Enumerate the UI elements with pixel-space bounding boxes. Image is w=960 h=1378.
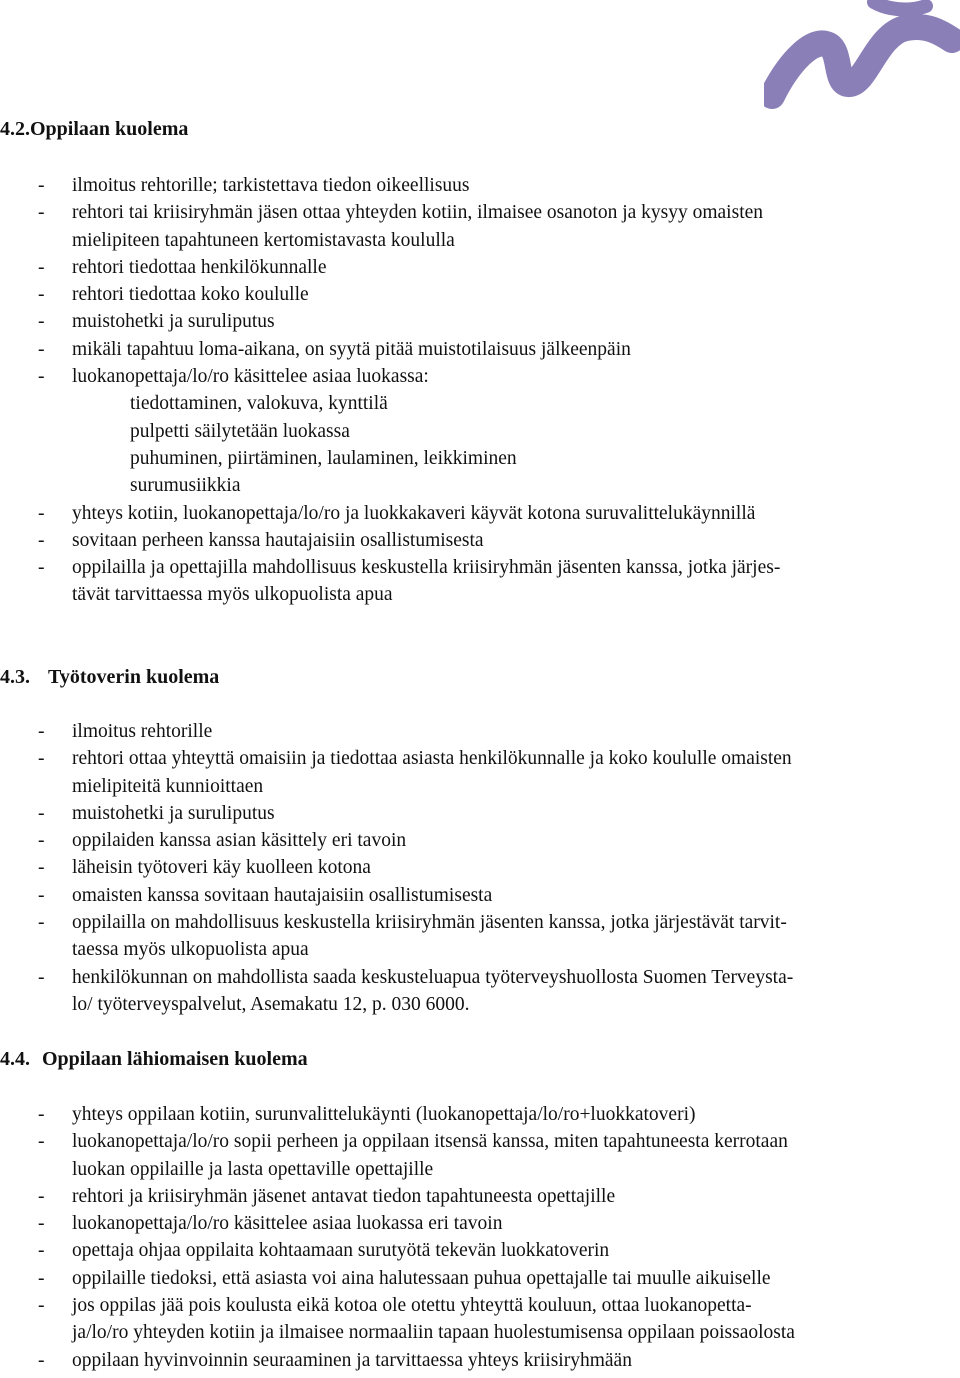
list-item-text: luokanopettaja/lo/ro sopii perheen ja oppilaan itsensä kanssa, miten tapahtuneesta kerrotaan	[72, 1131, 788, 1153]
list-dash: -	[38, 1104, 45, 1125]
list-dash: -	[38, 557, 45, 579]
list-dash: -	[38, 175, 45, 196]
sub-list-item	[0, 418, 960, 445]
list-dash: -	[38, 529, 45, 551]
list-item-text: oppilailla ja opettajilla mahdollisuus keskustella kriisiryhmän jäsenten kanssa, jotka järjes-	[72, 557, 781, 579]
list-item	[0, 308, 952, 335]
list-dash: -	[38, 912, 45, 934]
list-item-text: rehtori ja kriisiryhmän jäsenet antavat tiedon tapahtuneesta opettajille	[72, 1185, 616, 1207]
list-item-text: rehtori ottaa yhteyttä omaisiin ja tiedottaa asiasta henkilökunnalle ja koko koululle omaisten	[72, 748, 792, 770]
list-dash: -	[38, 830, 45, 852]
list-item	[0, 1292, 952, 1319]
list-item	[0, 827, 952, 854]
section-heading-4-3	[0, 664, 219, 691]
list-item	[0, 745, 952, 772]
list-item	[0, 500, 952, 527]
list-item	[0, 773, 952, 800]
list-item-text: pulpetti säilytetään luokassa	[130, 420, 350, 442]
list-item-text: mielipiteen tapahtuneen kertomistavasta koululla	[72, 229, 455, 251]
list-dash: -	[38, 256, 45, 278]
list-item-text: henkilökunnan on mahdollista saada keskusteluapua työterveyshuollosta Suomen Terveysta-	[72, 966, 794, 988]
list-item-text: puhuminen, piirtäminen, laulaminen, leikkiminen	[130, 447, 517, 469]
section-number: 4.3.	[0, 666, 30, 688]
list-item	[0, 1156, 952, 1183]
list-item	[0, 1210, 952, 1237]
section-number: 4.4.	[0, 1048, 30, 1070]
list-dash: -	[38, 1185, 45, 1207]
list-item	[0, 199, 952, 226]
list-item	[0, 1319, 952, 1346]
list-item	[0, 1128, 952, 1155]
sub-list-item	[0, 445, 960, 472]
list-item-text: luokanopettaja/lo/ro käsittelee asiaa luokassa:	[72, 366, 429, 388]
list-item	[0, 1101, 952, 1128]
list-item-text: muistohetki ja suruliputus	[72, 311, 275, 333]
list-item	[0, 527, 952, 554]
list-dash: -	[38, 1349, 45, 1371]
list-item	[0, 1265, 952, 1292]
list-item-text: taessa myös ulkopuolista apua	[72, 939, 309, 961]
section-4-2-list	[0, 172, 960, 609]
list-dash: -	[38, 502, 45, 524]
list-item-text: surumusiikkia	[130, 475, 241, 497]
list-item	[0, 227, 952, 254]
section-4-3-list	[0, 718, 960, 1018]
sub-list-item	[0, 390, 960, 417]
list-item-text: yhteys kotiin, luokanopettaja/lo/ro ja luokkakaveri käyvät kotona suruvalittelukäynnillä	[72, 502, 756, 524]
list-dash: -	[38, 202, 45, 224]
list-item-text: oppilailla on mahdollisuus keskustella kriisiryhmän jäsenten kanssa, jotka järjestävät tarvit-	[72, 912, 787, 934]
list-item	[0, 281, 952, 308]
list-item	[0, 363, 952, 390]
list-item-text: rehtori tiedottaa henkilökunnalle	[72, 256, 327, 278]
list-item	[0, 964, 952, 991]
list-item-text: mielipiteitä kunnioittaen	[72, 775, 264, 797]
section-number: 4.2.	[0, 118, 30, 140]
list-dash: -	[38, 1213, 45, 1235]
list-item-text: tiedottaminen, valokuva, kynttilä	[130, 393, 388, 415]
list-item	[0, 800, 952, 827]
list-item	[0, 336, 952, 363]
list-item-text: yhteys oppilaan kotiin, surunvalittelukäynti (luokanopettaja/lo/ro+luokkatoveri)	[72, 1104, 696, 1125]
section-title: Oppilaan lähiomaisen kuolema	[42, 1048, 308, 1070]
list-item-text: opettaja ohjaa oppilaita kohtaamaan surutyötä tekevän luokkatoverin	[72, 1240, 610, 1262]
list-item-text: oppilaiden kanssa asian käsittely eri tavoin	[72, 830, 407, 852]
list-item-text: muistohetki ja suruliputus	[72, 802, 275, 824]
list-item	[0, 909, 952, 936]
list-item-text: luokan oppilaille ja lasta opettaville opettajille	[72, 1158, 434, 1180]
list-item	[0, 172, 952, 199]
list-item-text: luokanopettaja/lo/ro käsittelee asiaa luokassa eri tavoin	[72, 1213, 503, 1235]
list-item-text: tävät tarvittaessa myös ulkopuolista apua	[72, 584, 393, 606]
list-dash: -	[38, 721, 45, 742]
list-item	[0, 1237, 952, 1264]
list-item-text: lo/ työterveyspalvelut, Asemakatu 12, p. 030 6000.	[72, 993, 470, 1015]
list-dash: -	[38, 748, 45, 770]
brush-stroke-logo-icon	[764, 0, 960, 116]
list-dash: -	[38, 966, 45, 988]
list-item	[0, 554, 952, 581]
list-item-text: mikäli tapahtuu loma-aikana, on syytä pitää muistotilaisuus jälkeenpäin	[72, 338, 631, 360]
list-item	[0, 1347, 952, 1374]
list-dash: -	[38, 1131, 45, 1153]
section-4-4-list	[0, 1101, 960, 1374]
list-item	[0, 991, 952, 1018]
list-dash: -	[38, 311, 45, 333]
list-item	[0, 882, 952, 909]
list-item	[0, 718, 952, 745]
list-item-text: rehtori tiedottaa koko koululle	[72, 284, 309, 306]
list-item-text: ja/lo/ro yhteyden kotiin ja ilmaisee normaaliin tapaan huolestumisensa oppilaan poissaolosta	[72, 1322, 795, 1344]
list-dash: -	[38, 338, 45, 360]
section-title: Oppilaan kuolema	[30, 118, 189, 140]
list-item-text: rehtori tai kriisiryhmän jäsen ottaa yhteyden kotiin, ilmaisee osanoton ja kysyy omaisten	[72, 202, 764, 224]
list-dash: -	[38, 857, 45, 879]
list-item	[0, 581, 952, 608]
list-dash: -	[38, 366, 45, 388]
list-item	[0, 254, 952, 281]
list-dash: -	[38, 884, 45, 906]
section-heading-4-2	[0, 116, 188, 143]
list-item-text: ilmoitus rehtorille	[72, 721, 213, 742]
list-dash: -	[38, 1240, 45, 1262]
list-item	[0, 1183, 952, 1210]
list-item-text: oppilaille tiedoksi, että asiasta voi aina halutessaan puhua opettajalle tai muulle aikuiselle	[72, 1267, 771, 1289]
list-item-text: oppilaan hyvinvoinnin seuraaminen ja tarvittaessa yhteys kriisiryhmään	[72, 1349, 632, 1371]
sub-list-item	[0, 472, 960, 499]
section-title: Työtoverin kuolema	[48, 666, 220, 688]
section-heading-4-4	[0, 1046, 308, 1073]
list-item-text: sovitaan perheen kanssa hautajaisiin osallistumisesta	[72, 529, 484, 551]
list-dash: -	[38, 1267, 45, 1289]
list-dash: -	[38, 1295, 45, 1317]
list-dash: -	[38, 802, 45, 824]
list-item-text: läheisin työtoveri käy kuolleen kotona	[72, 857, 371, 879]
list-dash: -	[38, 284, 45, 306]
list-item-text: jos oppilas jää pois koulusta eikä kotoa ole otettu yhteyttä kouluun, ottaa luokanopetta-	[72, 1295, 752, 1317]
list-item	[0, 854, 952, 881]
list-item-text: omaisten kanssa sovitaan hautajaisiin osallistumisesta	[72, 884, 493, 906]
list-item-text: ilmoitus rehtorille; tarkistettava tiedon oikeellisuus	[72, 175, 470, 196]
list-item	[0, 936, 952, 963]
